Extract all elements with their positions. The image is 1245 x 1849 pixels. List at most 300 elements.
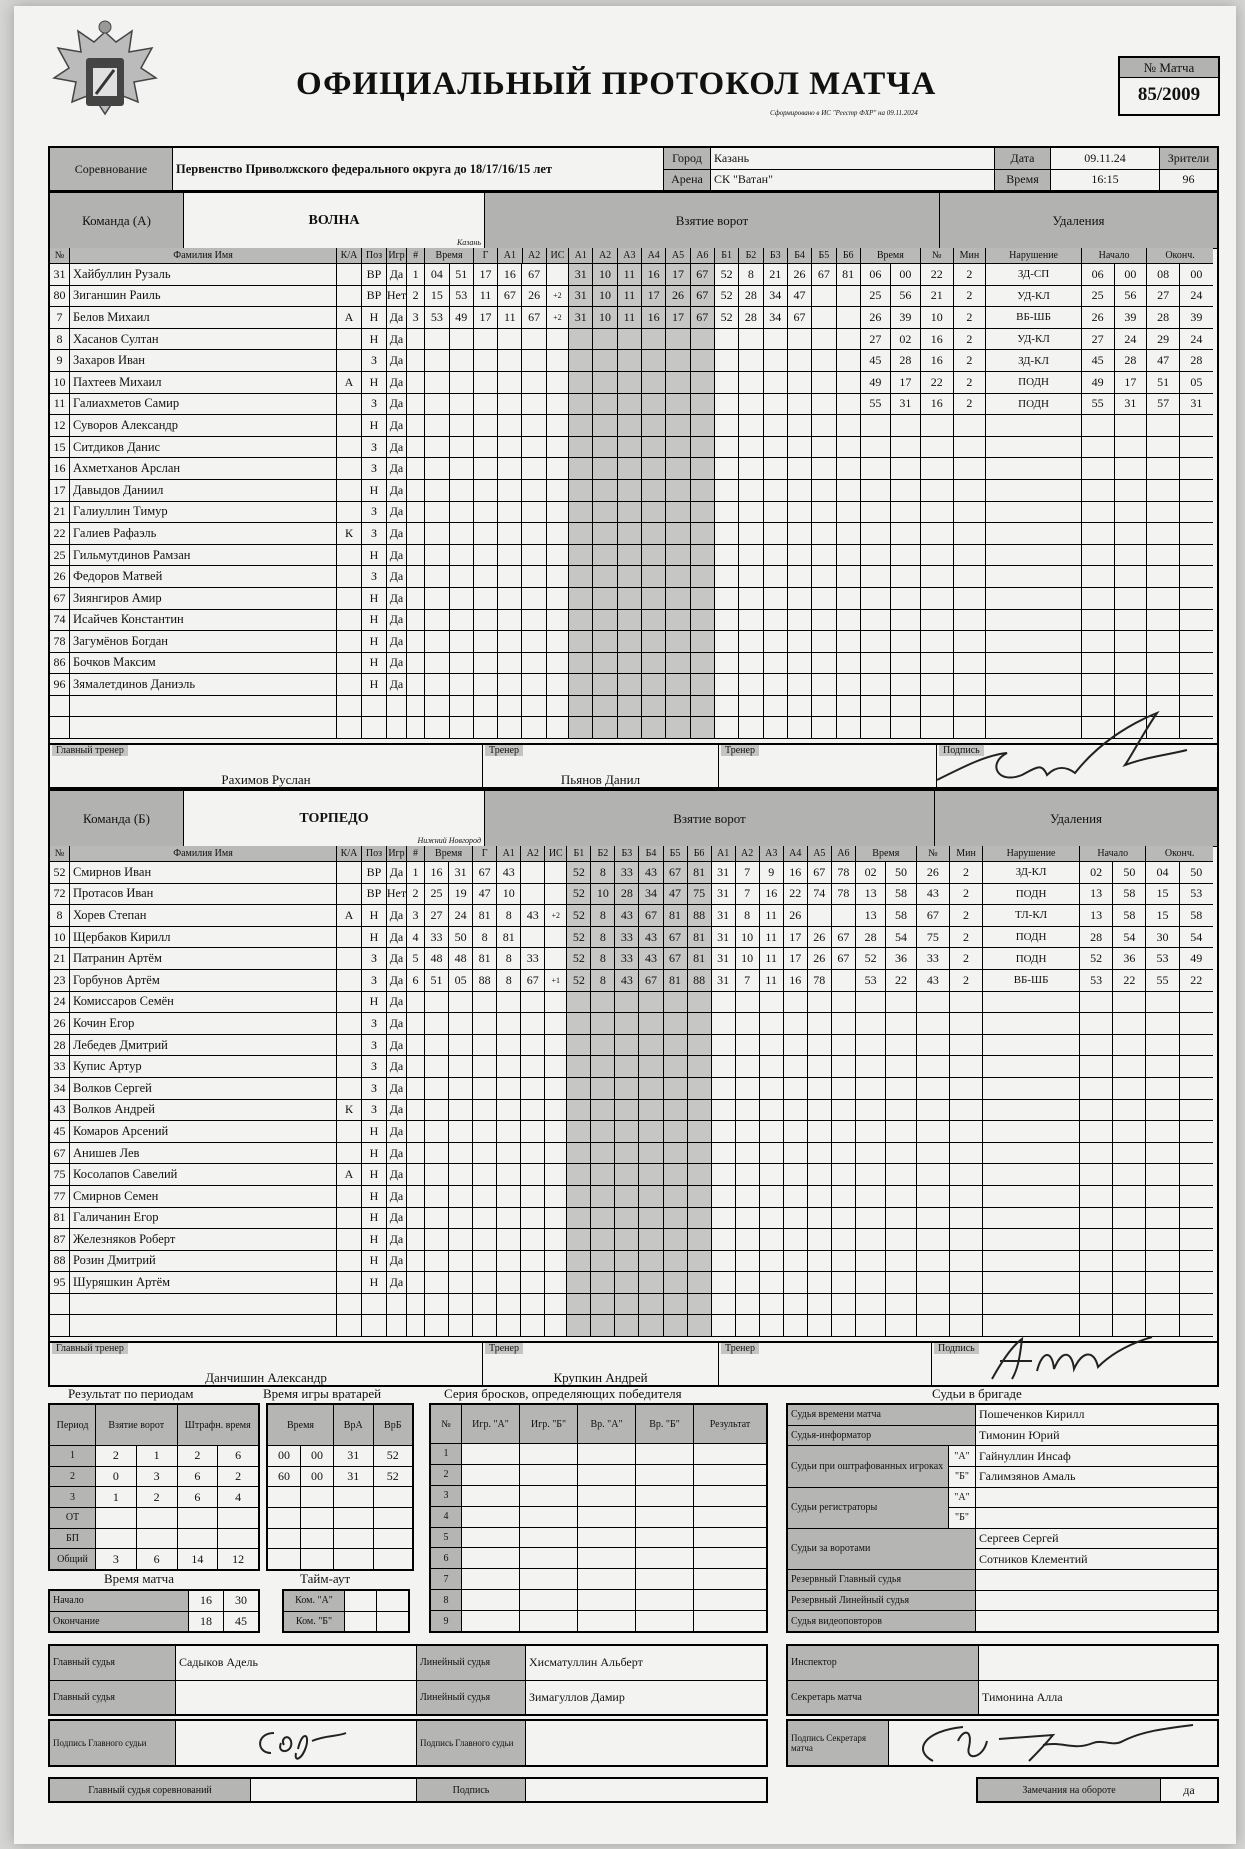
team_b-goal-field: 31 bbox=[712, 862, 736, 884]
team_b-goal-field: 10 bbox=[497, 884, 521, 906]
team_b-goal-field bbox=[736, 1294, 760, 1316]
team_a-goal-field bbox=[666, 372, 690, 394]
team_b-penalty-field bbox=[950, 1164, 983, 1186]
team_a-goal-field bbox=[764, 350, 788, 372]
team_b-goal-col-0: # bbox=[407, 846, 425, 862]
team_b-goal-field bbox=[449, 1056, 473, 1078]
team_b-player-field: Нет bbox=[387, 884, 407, 906]
team_b-goal-field bbox=[449, 1143, 473, 1165]
team_b-penalty-field bbox=[950, 1272, 983, 1294]
team_a-goal-field bbox=[642, 717, 666, 739]
team_b-player-field: Да bbox=[387, 905, 407, 927]
inspector-label: Инспектор bbox=[788, 1646, 978, 1680]
secretary-name: Тимонина Алла bbox=[979, 1681, 1217, 1715]
team_b-penalty-field: 2 bbox=[950, 884, 983, 906]
team_b-penalty-field bbox=[886, 1056, 916, 1078]
team_b-player-row bbox=[50, 1208, 1217, 1230]
team_b-goal-field: 47 bbox=[664, 884, 688, 906]
team_b-goal-field bbox=[832, 1056, 856, 1078]
team_b-goal-field bbox=[567, 1208, 591, 1230]
team_a-goal-field bbox=[450, 653, 474, 675]
team_a-goal-field bbox=[812, 631, 836, 653]
team_b-player-field: 34 bbox=[50, 1078, 70, 1100]
team_a-goal-field bbox=[739, 610, 763, 632]
team_b-goal-field bbox=[784, 1208, 808, 1230]
team_a-goal-col-0: # bbox=[407, 248, 425, 264]
shootout-num: 2 bbox=[431, 1465, 461, 1485]
team_b-goal-field: 17 bbox=[784, 927, 808, 949]
team_a-goal-field: 26 bbox=[666, 286, 690, 308]
team_a-goal-field bbox=[569, 653, 593, 675]
team_a-player-field: Н bbox=[362, 653, 387, 675]
team_a-penalty-field bbox=[861, 588, 891, 610]
team_a-goal-field bbox=[837, 394, 861, 416]
team_b-goal-field: 67 bbox=[664, 927, 688, 949]
team-b-coach2-cell bbox=[719, 1343, 932, 1387]
team_a-penalty-field bbox=[1115, 502, 1148, 524]
team_b-goal-field bbox=[639, 1121, 663, 1143]
team_a-goal-field bbox=[425, 394, 449, 416]
team_b-penalty-field: 53 bbox=[1080, 970, 1113, 992]
team_a-goal-field: +2 bbox=[547, 307, 569, 329]
team-a-name: ВОЛНА bbox=[308, 212, 360, 228]
team_b-goal-field bbox=[784, 992, 808, 1014]
team_a-player-field bbox=[337, 566, 362, 588]
team_a-goal-field bbox=[642, 480, 666, 502]
team_a-goal-field: 11 bbox=[618, 264, 642, 286]
team_b-goal-field bbox=[591, 1208, 615, 1230]
team_a-goal-field bbox=[569, 610, 593, 632]
team_a-goal-field: 28 bbox=[739, 286, 763, 308]
team_a-player-field: Да bbox=[387, 588, 407, 610]
team_b-pen-col-3: Нарушение bbox=[983, 846, 1080, 862]
team_a-player-field: Н bbox=[362, 329, 387, 351]
team_a-goal-field bbox=[522, 415, 546, 437]
period-value: 2 bbox=[218, 1467, 258, 1487]
goalie-time-table bbox=[266, 1403, 414, 1571]
team_a-penalty-field bbox=[891, 588, 921, 610]
team_a-goal-field: 16 bbox=[498, 264, 522, 286]
team_a-penalty-field bbox=[891, 437, 921, 459]
team_a-penalty-field bbox=[921, 437, 954, 459]
team_b-player-field bbox=[337, 992, 362, 1014]
team_a-goal-field bbox=[691, 653, 715, 675]
team_b-goal-field bbox=[407, 1315, 425, 1337]
team_b-goal-field bbox=[545, 992, 567, 1014]
team_a-penalty-field: 56 bbox=[1115, 286, 1148, 308]
team_a-player-field bbox=[337, 653, 362, 675]
shootout-num: 6 bbox=[431, 1548, 461, 1568]
team_a-penalty-field: 27 bbox=[861, 329, 891, 351]
team_a-goal-field bbox=[618, 610, 642, 632]
team_a-goal-field: 17 bbox=[474, 307, 498, 329]
team_a-goal-field bbox=[593, 523, 617, 545]
team_a-goal-field bbox=[474, 329, 498, 351]
team_a-goal-field bbox=[739, 502, 763, 524]
team_a-goal-field bbox=[450, 674, 474, 696]
team_a-penalty-field bbox=[861, 523, 891, 545]
timeout-a-label: Ком. "А" bbox=[284, 1591, 344, 1611]
team_b-player-field bbox=[70, 1294, 337, 1316]
line-referee-1: Хисматуллин Альберт bbox=[526, 1646, 766, 1680]
team_a-player-field: 8 bbox=[50, 329, 70, 351]
team_a-goal-field bbox=[837, 502, 861, 524]
team_a-goal-field bbox=[450, 717, 474, 739]
team_b-goal-field: 67 bbox=[473, 862, 497, 884]
team_a-player-field bbox=[337, 717, 362, 739]
team_b-goal-field: 33 bbox=[521, 948, 545, 970]
team_a-goal-field: 15 bbox=[425, 286, 449, 308]
team_b-goal-field: 6 bbox=[407, 970, 425, 992]
team_b-goal-field bbox=[664, 1013, 688, 1035]
team_a-penalty-field: 31 bbox=[1180, 394, 1213, 416]
team-a-coach2-label: Тренер bbox=[721, 745, 759, 756]
team_b-goal-col-9: Б4 bbox=[639, 846, 663, 862]
team_a-penalty-field: 55 bbox=[861, 394, 891, 416]
team_b-goal-field bbox=[449, 1272, 473, 1294]
timeout-title: Тайм-аут bbox=[300, 1571, 351, 1586]
team_a-goal-field bbox=[498, 437, 522, 459]
shootout-cell bbox=[578, 1507, 635, 1527]
shootout-cell bbox=[694, 1465, 766, 1485]
team_a-penalty-field: 39 bbox=[1115, 307, 1148, 329]
team_a-goal-field bbox=[569, 394, 593, 416]
shootout-num: 3 bbox=[431, 1486, 461, 1506]
team_b-player-field bbox=[362, 1294, 387, 1316]
main-referee-label-2: Главный судья bbox=[50, 1681, 175, 1715]
main-referee-2 bbox=[176, 1681, 416, 1715]
team_b-player-row bbox=[50, 970, 1217, 992]
period-name: Общий bbox=[50, 1549, 95, 1569]
team_b-penalty-field bbox=[856, 1121, 886, 1143]
team_a-goal-col-9: А4 bbox=[642, 248, 666, 264]
team_a-goal-field bbox=[691, 372, 715, 394]
shootout-cell bbox=[636, 1528, 693, 1548]
team_b-goal-field bbox=[407, 1056, 425, 1078]
goalie-time-value: 52 bbox=[374, 1467, 413, 1487]
team_b-penalty-field bbox=[1180, 1100, 1213, 1122]
team_a-player-field: Зиганшин Раиль bbox=[70, 286, 337, 308]
team_b-goal-field bbox=[591, 1315, 615, 1337]
inspector-name bbox=[979, 1646, 1217, 1680]
team_a-penalty-field bbox=[921, 502, 954, 524]
inspector-table bbox=[786, 1644, 1219, 1716]
team_b-player-field: Да bbox=[387, 1164, 407, 1186]
team_b-goal-field bbox=[808, 1013, 832, 1035]
team_a-player-field: Загумёнов Богдан bbox=[70, 631, 337, 653]
team_a-player-field: Н bbox=[362, 415, 387, 437]
team_a-goal-field bbox=[666, 415, 690, 437]
team_a-goal-field bbox=[666, 502, 690, 524]
team_b-player-field: З bbox=[362, 1035, 387, 1057]
shootout-cell bbox=[578, 1528, 635, 1548]
team_b-player-field: Н bbox=[362, 1208, 387, 1230]
team_a-goal-field bbox=[788, 696, 812, 718]
team_a-penalty-field bbox=[1147, 415, 1180, 437]
team_b-goal-field bbox=[736, 1229, 760, 1251]
team_a-player-field: А bbox=[337, 307, 362, 329]
team_b-goal-field bbox=[639, 1013, 663, 1035]
team_b-penalty-field bbox=[1113, 1143, 1146, 1165]
team_a-goal-field: 17 bbox=[666, 264, 690, 286]
team_a-col-1: Фамилия Имя bbox=[70, 248, 337, 264]
team_b-goal-field bbox=[521, 1121, 545, 1143]
team_a-penalty-field bbox=[1082, 588, 1115, 610]
team_a-penalty-field bbox=[1082, 610, 1115, 632]
period-value bbox=[96, 1529, 136, 1549]
team_b-goal-field: 5 bbox=[407, 948, 425, 970]
team_b-player-field: Да bbox=[387, 927, 407, 949]
team_b-goal-field bbox=[425, 1100, 449, 1122]
team_b-goal-field: 31 bbox=[712, 970, 736, 992]
team_b-goal-field bbox=[784, 1251, 808, 1273]
team_b-goal-field bbox=[591, 1035, 615, 1057]
team_b-player-field bbox=[337, 948, 362, 970]
team_b-penalty-field bbox=[1180, 1208, 1213, 1230]
team_b-penalty-field: 58 bbox=[1113, 905, 1146, 927]
team_a-penalty-field: 28 bbox=[1115, 350, 1148, 372]
team_b-penalty-field bbox=[950, 1100, 983, 1122]
team_b-penalty-field bbox=[983, 1013, 1080, 1035]
goalie-time-value bbox=[301, 1508, 333, 1528]
team_b-goal-field bbox=[567, 1164, 591, 1186]
team_b-goal-field: 81 bbox=[473, 905, 497, 927]
team_a-penalty-field bbox=[1147, 437, 1180, 459]
goalie-time-header: Время bbox=[268, 1405, 333, 1445]
team_a-goal-field bbox=[425, 350, 449, 372]
team_a-penalty-field: 26 bbox=[861, 307, 891, 329]
team_b-goal-field bbox=[832, 1100, 856, 1122]
team_b-goal-field bbox=[760, 1229, 784, 1251]
team_b-goal-field: 31 bbox=[712, 948, 736, 970]
team_a-goal-field bbox=[450, 480, 474, 502]
team_b-penalty-field: 22 bbox=[886, 970, 916, 992]
team_a-penalty-field: ПОДН bbox=[986, 372, 1082, 394]
team_a-goal-field bbox=[498, 350, 522, 372]
team_a-col-2: К/А bbox=[337, 248, 362, 264]
team_a-goal-field: 53 bbox=[425, 307, 449, 329]
team_b-goal-col-1: Время bbox=[425, 846, 473, 862]
team_a-goal-field bbox=[788, 394, 812, 416]
team_b-goal-col-7: Б2 bbox=[591, 846, 615, 862]
team_b-goal-field bbox=[712, 1056, 736, 1078]
team_a-penalty-field bbox=[954, 566, 987, 588]
team_b-goal-field bbox=[567, 1229, 591, 1251]
team_b-goal-field bbox=[407, 992, 425, 1014]
team_a-goal-field bbox=[812, 394, 836, 416]
team_a-goal-field bbox=[739, 329, 763, 351]
team_a-goal-col-14: Б3 bbox=[764, 248, 788, 264]
team_a-penalty-field bbox=[1115, 610, 1148, 632]
team_b-player-row bbox=[50, 1121, 1217, 1143]
team_a-penalty-field bbox=[1082, 674, 1115, 696]
period-value bbox=[178, 1508, 218, 1528]
goalie-time-value: 52 bbox=[374, 1446, 413, 1466]
team_b-player-field: Смирнов Семен bbox=[70, 1186, 337, 1208]
team_b-goal-field: 52 bbox=[567, 970, 591, 992]
team_b-goal-field bbox=[497, 992, 521, 1014]
team_a-goal-col-8: А3 bbox=[618, 248, 642, 264]
team_a-goal-field bbox=[764, 523, 788, 545]
match-end-min: 45 bbox=[224, 1612, 258, 1632]
team_a-goal-field bbox=[642, 566, 666, 588]
team-a-coaches bbox=[50, 743, 1217, 789]
team_a-goal-field bbox=[522, 329, 546, 351]
team_b-penalty-field bbox=[1146, 1143, 1179, 1165]
team_a-penalty-field bbox=[891, 480, 921, 502]
team_b-goal-col-4: А2 bbox=[521, 846, 545, 862]
team_b-goal-field bbox=[407, 1294, 425, 1316]
team_b-goal-field bbox=[545, 1056, 567, 1078]
team_b-player-field: Да bbox=[387, 1035, 407, 1057]
team_a-pen-col-4: Начало bbox=[1082, 248, 1147, 264]
date-label: Дата bbox=[995, 148, 1050, 169]
team_a-goal-field bbox=[474, 437, 498, 459]
team_b-goal-field bbox=[664, 1121, 688, 1143]
team_b-goal-field: 7 bbox=[736, 862, 760, 884]
team_a-penalty-field: ЗД-КЛ bbox=[986, 350, 1082, 372]
team_a-goal-field bbox=[812, 372, 836, 394]
penalty-box-a-tag: "А" bbox=[949, 1446, 975, 1466]
team-a-roster-table bbox=[50, 248, 1217, 739]
team_b-goal-field bbox=[639, 1229, 663, 1251]
team_b-penalty-field bbox=[1113, 992, 1146, 1014]
team_b-goal-field: 4 bbox=[407, 927, 425, 949]
team_b-goal-field bbox=[591, 1251, 615, 1273]
team_b-goal-col-10: Б5 bbox=[664, 846, 688, 862]
team_a-penalty-field bbox=[1115, 674, 1148, 696]
team_b-goal-field bbox=[688, 1013, 712, 1035]
team_b-penalty-field bbox=[983, 1272, 1080, 1294]
team-b-name: ТОРПЕДО bbox=[299, 810, 369, 826]
team_a-goal-field bbox=[788, 458, 812, 480]
team_b-goal-field bbox=[712, 1315, 736, 1337]
shootout-cell bbox=[462, 1444, 519, 1464]
team_b-player-field: Патранин Артём bbox=[70, 948, 337, 970]
shootout-cell bbox=[462, 1528, 519, 1548]
team_b-goal-field bbox=[567, 1272, 591, 1294]
team-a-section bbox=[48, 191, 1219, 789]
team_a-penalty-field: 00 bbox=[1180, 264, 1213, 286]
team_b-goal-field bbox=[407, 1164, 425, 1186]
team_b-player-field bbox=[337, 1013, 362, 1035]
team_b-penalty-field bbox=[917, 1056, 950, 1078]
team_a-goal-field bbox=[498, 717, 522, 739]
team_b-goal-field bbox=[712, 1229, 736, 1251]
team_b-goal-field bbox=[784, 1315, 808, 1337]
team_b-penalty-field bbox=[983, 1143, 1080, 1165]
team_b-goal-field: 9 bbox=[760, 862, 784, 884]
team_b-goal-field bbox=[521, 1251, 545, 1273]
team_a-penalty-field bbox=[891, 631, 921, 653]
team_a-player-row bbox=[50, 372, 1217, 394]
team_b-penalty-field: 13 bbox=[856, 884, 886, 906]
team_b-penalty-field: 52 bbox=[856, 948, 886, 970]
team_b-goal-field bbox=[497, 1121, 521, 1143]
team_b-goal-field: 11 bbox=[760, 948, 784, 970]
team_b-goal-field: 1 bbox=[407, 862, 425, 884]
team_a-goal-field bbox=[425, 717, 449, 739]
team_a-goal-field bbox=[715, 458, 739, 480]
timeout-a-sec bbox=[377, 1591, 408, 1611]
team_b-player-row bbox=[50, 992, 1217, 1014]
team_b-penalty-field bbox=[950, 1056, 983, 1078]
team_a-goal-field bbox=[739, 588, 763, 610]
team_a-pen-col-3: Нарушение bbox=[986, 248, 1082, 264]
shootout-cell bbox=[520, 1486, 577, 1506]
team_a-player-field: Да bbox=[387, 437, 407, 459]
team_a-player-row bbox=[50, 566, 1217, 588]
team_a-player-field: Да bbox=[387, 502, 407, 524]
team_a-goal-field bbox=[715, 566, 739, 588]
team_a-goal-field bbox=[812, 566, 836, 588]
period-value: 14 bbox=[178, 1549, 218, 1569]
team_a-goal-field bbox=[642, 696, 666, 718]
team_a-goal-field bbox=[812, 610, 836, 632]
team_b-goal-field bbox=[615, 1251, 639, 1273]
team_a-penalty-field bbox=[1115, 653, 1148, 675]
team_b-penalty-field bbox=[950, 1035, 983, 1057]
goalie-time-value bbox=[334, 1529, 373, 1549]
team_a-goal-field bbox=[569, 696, 593, 718]
team_a-goal-field bbox=[764, 696, 788, 718]
team_b-goal-field bbox=[808, 1078, 832, 1100]
team_a-goal-field bbox=[425, 437, 449, 459]
team_a-goal-field: 67 bbox=[498, 286, 522, 308]
team_b-goal-field: 88 bbox=[688, 905, 712, 927]
team_b-goal-field bbox=[615, 1208, 639, 1230]
team_a-player-field: Да bbox=[387, 307, 407, 329]
team_a-goal-field bbox=[522, 437, 546, 459]
team_a-goal-field bbox=[618, 458, 642, 480]
team_b-goal-field bbox=[449, 1315, 473, 1337]
team_a-goal-field bbox=[522, 545, 546, 567]
team_a-goal-field bbox=[666, 437, 690, 459]
team-a-coach2-cell bbox=[719, 745, 937, 789]
team_a-player-field: 9 bbox=[50, 350, 70, 372]
team_a-goal-field bbox=[837, 588, 861, 610]
team_b-goal-field bbox=[712, 1251, 736, 1273]
team_b-goal-field bbox=[808, 1143, 832, 1165]
team-b-city: Нижний Новгород bbox=[417, 836, 481, 845]
team_b-penalty-field bbox=[856, 1315, 886, 1337]
team_b-penalty-field bbox=[917, 1186, 950, 1208]
team_b-goal-field bbox=[407, 1121, 425, 1143]
team_a-player-field: Галиуллин Тимур bbox=[70, 502, 337, 524]
team_b-goal-field bbox=[736, 1013, 760, 1035]
team_b-penalty-field: 53 bbox=[856, 970, 886, 992]
team_b-goal-field bbox=[449, 1121, 473, 1143]
team_a-goal-field bbox=[764, 502, 788, 524]
team_a-player-field: ВР bbox=[362, 264, 387, 286]
team_b-goal-field: 33 bbox=[615, 927, 639, 949]
team_b-goal-field bbox=[664, 1251, 688, 1273]
team_b-goal-field: 16 bbox=[760, 884, 784, 906]
team_b-player-field: Да bbox=[387, 1013, 407, 1035]
team_a-goal-field bbox=[739, 372, 763, 394]
team_b-penalty-field bbox=[1080, 1121, 1113, 1143]
team_a-goal-field bbox=[522, 631, 546, 653]
team_a-goal-field bbox=[450, 696, 474, 718]
team_b-goal-field: 24 bbox=[449, 905, 473, 927]
team_a-goal-field bbox=[407, 415, 425, 437]
team_a-player-field: Да bbox=[387, 350, 407, 372]
team_a-player-field: З bbox=[362, 566, 387, 588]
team_a-penalty-field: 31 bbox=[1115, 394, 1148, 416]
team_b-goal-field: 8 bbox=[591, 927, 615, 949]
team_b-goal-field bbox=[688, 1315, 712, 1337]
team_a-column-headers bbox=[50, 248, 1217, 264]
